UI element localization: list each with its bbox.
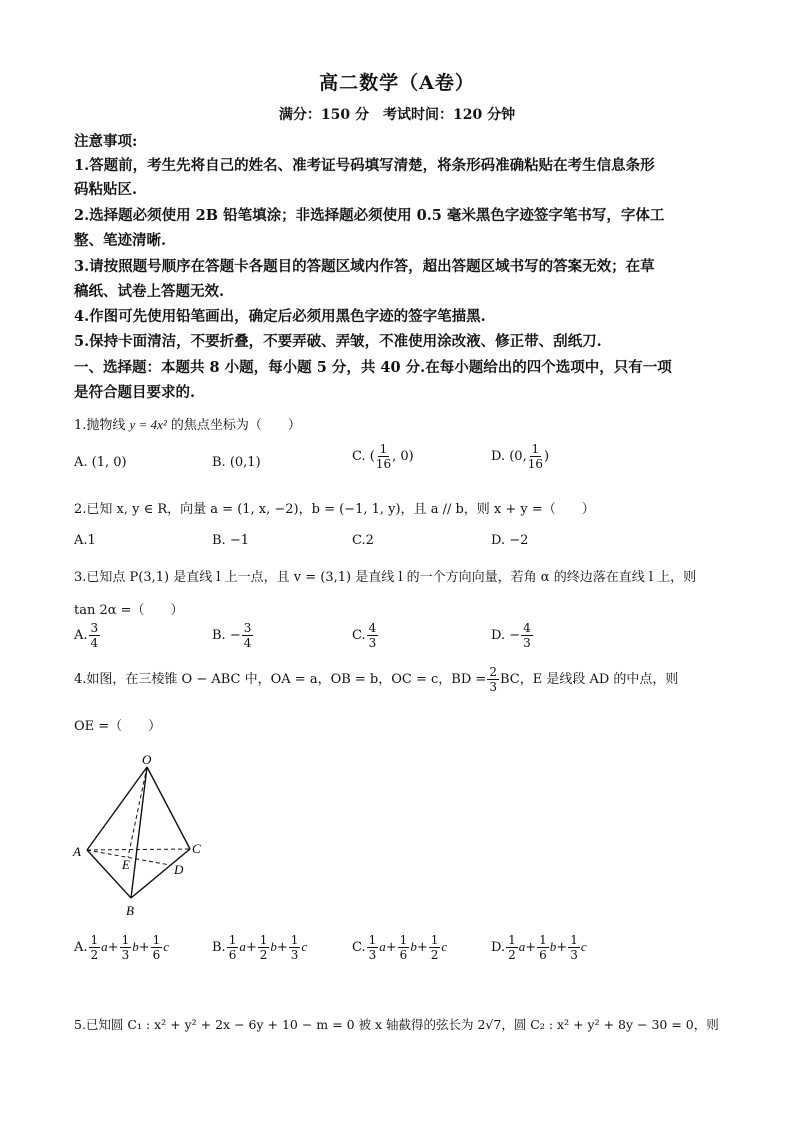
q3-option-d: D. − $\frac{4}{3}$ bbox=[491, 621, 531, 650]
q4-option-c: C. $\frac{1}{3}$ a+ $\frac{1}{6}$ b+ $\frac{1}{2}$ c bbox=[352, 933, 448, 962]
edge-ac bbox=[87, 849, 190, 850]
q2-option-b: B. −1 bbox=[212, 533, 249, 548]
q1-stem-b: 的焦点坐标为（ ） bbox=[170, 418, 301, 433]
question-4-stem-cont: OE =（ ） bbox=[74, 719, 162, 734]
note-line: 码粘贴区. bbox=[74, 181, 138, 198]
q3-option-b: B. − $\frac{3}{4}$ bbox=[212, 621, 252, 650]
q1-option-a: A. (1, 0) bbox=[74, 455, 127, 470]
note-line: 1.答题前，考生先将自己的姓名、准考证号码填写清楚，将条形码准确粘贴在考生信息条形 bbox=[74, 157, 655, 174]
label-d: D bbox=[174, 862, 184, 877]
edge-oc bbox=[147, 767, 190, 849]
question-5-stem: 5.已知圆 C₁ : x² + y² + 2x − 6y + 10 − m = 0 被 x 轴截得的弦长为 2√7，圆 C₂ : x² + y² + 8y − 30 = 0，则 bbox=[74, 1017, 719, 1032]
q2-option-c: C.2 bbox=[352, 533, 374, 548]
q1-equation: y = 4x² bbox=[129, 417, 167, 432]
question-1-stem bbox=[74, 414, 301, 433]
fraction: $\frac{1}{16}$ bbox=[375, 442, 392, 471]
q3-option-a: A. $\frac{3}{4}$ bbox=[74, 621, 99, 650]
label-o: O bbox=[142, 752, 152, 767]
q4-option-d: D. $\frac{1}{2}$ a+ $\frac{1}{6}$ b+ $\frac{1}{3}$ c bbox=[491, 933, 587, 962]
fraction: $\frac{3}{4}$ bbox=[243, 621, 252, 650]
q1-option-c: C. ( $\frac{1}{16}$ , 0) bbox=[352, 442, 414, 471]
q1-option-b: B. (0,1) bbox=[212, 455, 261, 470]
question-3-stem-cont: tan 2α =（ ） bbox=[74, 603, 184, 618]
note-line: 整、笔迹清晰. bbox=[74, 232, 167, 249]
q4-option-b: B. $\frac{1}{6}$ a+ $\frac{1}{2}$ b+ $\frac{1}{3}$ c bbox=[212, 933, 308, 962]
question-4-stem: 4.如图，在三棱锥 O − ABC 中，OA = a，OB = b，OC = c，BD = $\frac{2}{3}$ BC，E 是线段 AD 的中点，则 bbox=[74, 665, 679, 694]
q2-option-a: A.1 bbox=[74, 533, 96, 548]
question-2-stem: 2.已知 x, y ∈ R，向量 a = (1, x, −2)，b = (−1, 1, y)，且 a // b，则 x + y =（ ） bbox=[74, 502, 595, 517]
note-line: 3.请按照题号顺序在答题卡各题目的答题区域内作答，超出答题区域书写的答案无效；在草 bbox=[74, 258, 655, 275]
pyramid-figure bbox=[70, 750, 220, 920]
q4-option-a: A. $\frac{1}{2}$ a+ $\frac{1}{3}$ b+ $\frac{1}{6}$ c bbox=[74, 933, 170, 962]
notes-heading: 注意事项: bbox=[74, 133, 138, 150]
fraction: $\frac{4}{3}$ bbox=[523, 621, 531, 650]
exam-info: 满分：150 分 考试时间：120 分钟 bbox=[278, 107, 516, 123]
section-heading: 一、选择题：本题共 8 小题，每小题 5 分，共 40 分.在每小题给出的四个选项中，只有一项 bbox=[74, 359, 672, 376]
label-e: E bbox=[122, 857, 130, 872]
q3-option-c: C. $\frac{4}{3}$ bbox=[352, 621, 377, 650]
note-line: 5.保持卡面清洁，不要折叠，不要弄破、弄皱，不准使用涂改液、修正带、刮纸刀. bbox=[74, 333, 602, 350]
fraction: $\frac{1}{16}$ bbox=[527, 442, 543, 471]
q1-stem-a: 1.抛物线 bbox=[74, 418, 126, 433]
fraction: $\frac{2}{3}$ bbox=[489, 665, 497, 694]
label-c: C bbox=[192, 841, 201, 856]
q2-option-d: D. −2 bbox=[491, 533, 529, 548]
fraction: $\frac{4}{3}$ bbox=[368, 621, 377, 650]
question-3-stem: 3.已知点 P(3,1) 是直线 l 上一点，且 v = (3,1) 是直线 l 的一个方向向量，若角 α 的终边落在直线 l 上，则 bbox=[74, 570, 697, 585]
page-title: 高二数学（A卷） bbox=[319, 72, 475, 94]
note-line: 2.选择题必须使用 2B 铅笔填涂；非选择题必须使用 0.5 毫米黑色字迹签字笔书写，字体工 bbox=[74, 207, 665, 224]
label-b: B bbox=[126, 903, 134, 918]
note-line: 4.作图可先使用铅笔画出，确定后必须用黑色字迹的签字笔描黑. bbox=[74, 308, 486, 325]
note-line: 稿纸、试卷上答题无效. bbox=[74, 283, 225, 300]
q1-option-d: D. (0, $\frac{1}{16}$ ) bbox=[491, 442, 550, 471]
section-heading-cont: 是符合题目要求的. bbox=[74, 384, 196, 401]
fraction: $\frac{3}{4}$ bbox=[90, 621, 99, 650]
label-a: A bbox=[73, 844, 81, 859]
